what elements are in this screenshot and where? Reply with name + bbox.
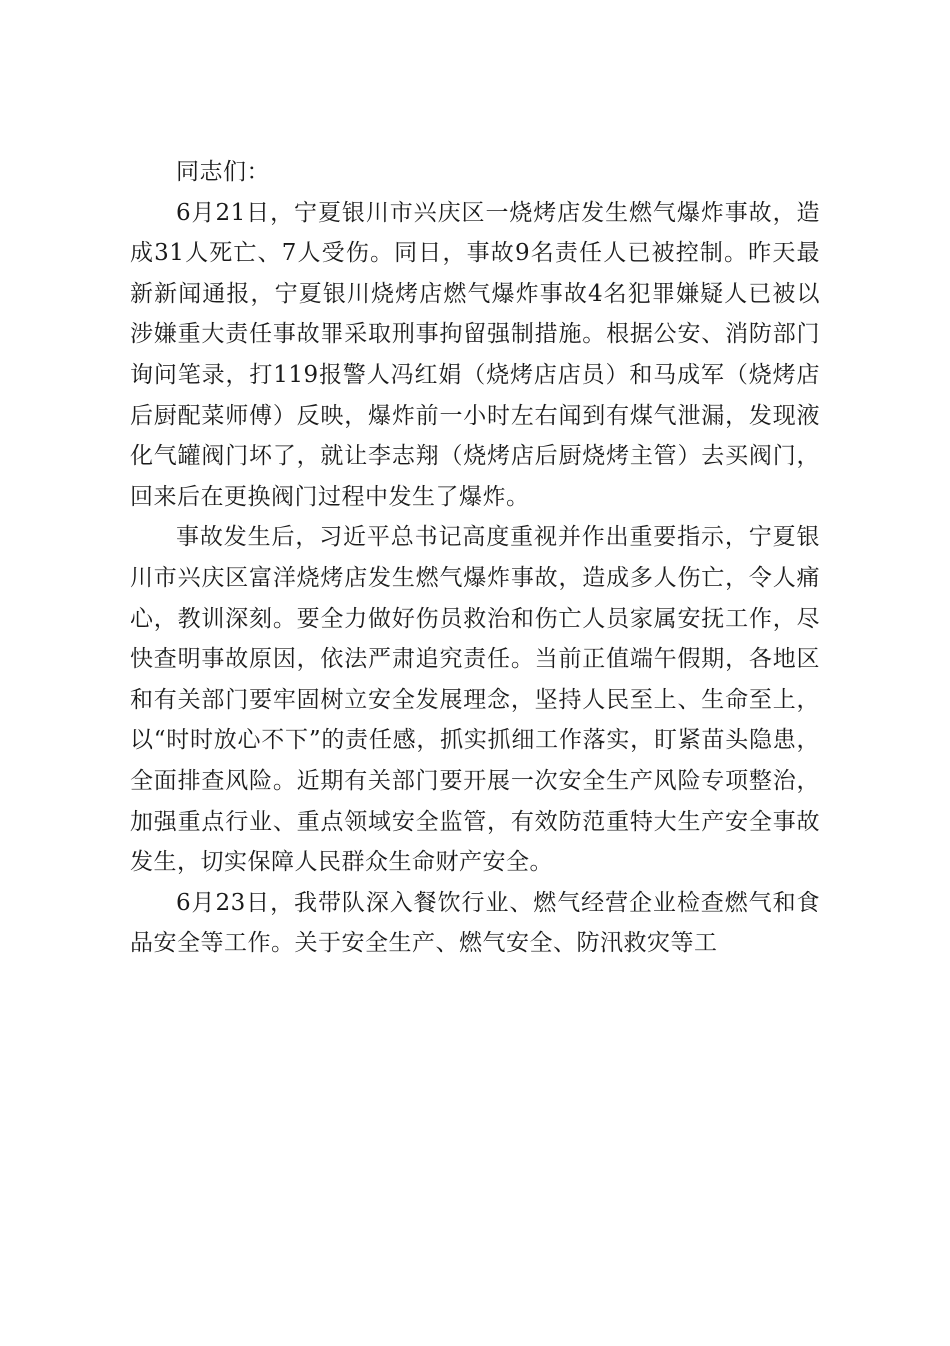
document-body <box>130 152 820 964</box>
salutation: 同志们： <box>176 159 270 185</box>
paragraph-instructions: 事故发生后，习近平总书记高度重视并作出重要指示，宁夏银川市兴庆区富洋烧烤店发生燃气爆炸事故，造成多人伤亡，令人痛心，教训深刻。要全力做好伤员救治和伤亡人员家属安抚工作，尽快查明事故原因，依法严肃追究责任。当前正值端午假期，各地区和有关部门要牢固树立安全发展理念，坚持人民至上、生命至上，以“时时放心不下”的责任感，抓实抓细工作落实，盯紧苗头隐患，全面排查风险。近期有关部门要开展一次安全生产风险专项整治，加强重点行业、重点领域安全监管，有效防范重特大生产安全事故发生，切实保障人民群众生命财产安全。 <box>130 524 820 876</box>
paragraph-inspection: 6月23日，我带队深入餐饮行业、燃气经营企业检查燃气和食品安全等工作。关于安全生产、燃气安全、防汛救灾等工 <box>130 889 820 957</box>
paragraph-accident-report: 6月21日，宁夏银川市兴庆区一烧烤店发生燃气爆炸事故，造成31人死亡、7人受伤。同日，事故9名责任人已被控制。昨天最新新闻通报，宁夏银川烧烤店燃气爆炸事故4名犯罪嫌疑人已被以涉嫌重大责任事故罪采取刑事拘留强制措施。根据公安、消防部门询问笔录，打119报警人冯红娟（烧烤店店员）和马成军（烧烤店后厨配菜师傅）反映，爆炸前一小时左右闻到有煤气泄漏，发现液化气罐阀门坏了，就让李志翔（烧烤店后厨烧烤主管）去买阀门，回来后在更换阀门过程中发生了爆炸。 <box>130 199 820 510</box>
